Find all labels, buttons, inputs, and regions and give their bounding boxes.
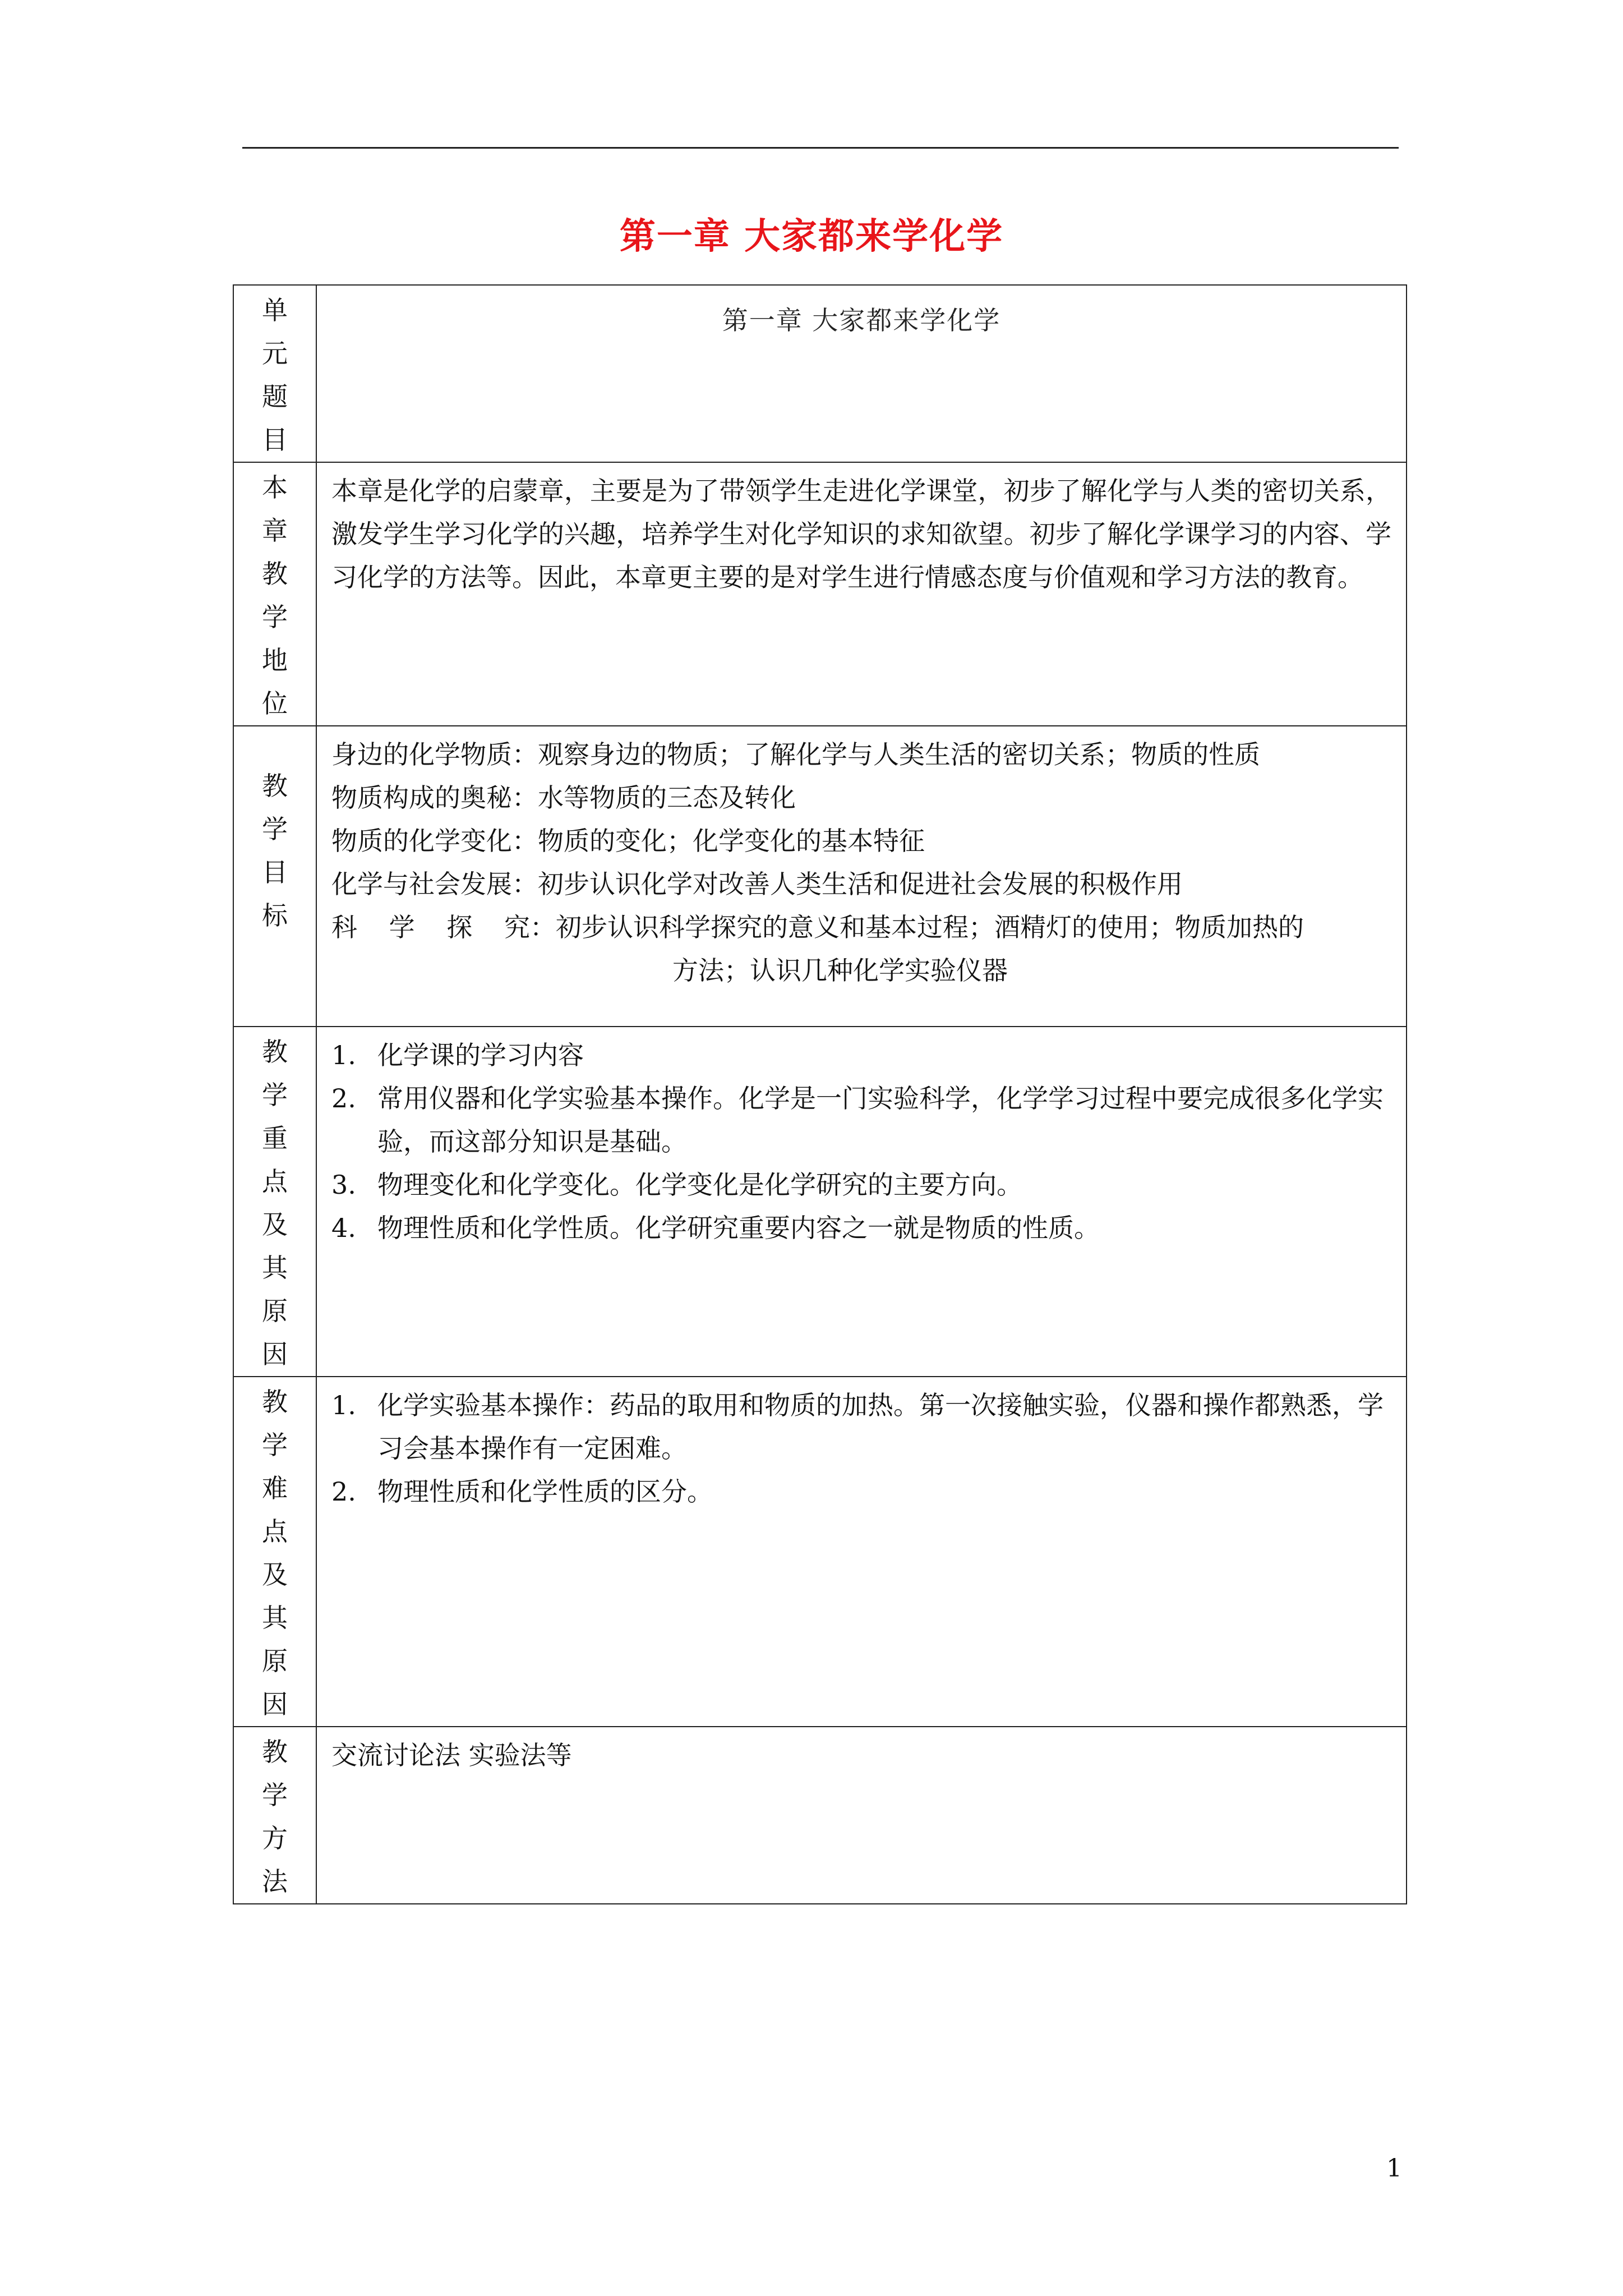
label-methods — [233, 1727, 316, 1904]
goal-name: 化学与社会发展： — [331, 869, 538, 899]
label-char: 地 — [262, 645, 288, 675]
goal-name-char: 科 — [331, 912, 357, 942]
document-title: 第一章 大家都来学化学 — [619, 215, 1004, 257]
label-char: 法 — [262, 1866, 288, 1897]
label-char: 重 — [262, 1123, 288, 1153]
label-char: 因 — [262, 1689, 288, 1719]
goal-name — [331, 906, 556, 949]
label-key-points — [233, 1027, 316, 1377]
label-char: 点 — [262, 1166, 288, 1197]
row-difficulties — [233, 1377, 1407, 1727]
item-number: 2. — [331, 1476, 356, 1507]
goal-item — [331, 776, 1391, 820]
goal-name-char: 探 — [446, 912, 473, 942]
label-char: 及 — [262, 1559, 288, 1590]
teaching-goals-cell — [316, 726, 1407, 1027]
goal-text: 初步认识科学探究的意义和基本过程；酒精灯的使用；物质加热的 — [556, 912, 1304, 942]
label-teaching-goals — [233, 726, 316, 1027]
header-rule — [242, 147, 1399, 149]
item-text: 化学实验基本操作：药品的取用和物质的加热。第一次接触实验，仪器和操作都熟悉，学习会基本操作有一定困难。 — [377, 1390, 1384, 1464]
goal-text-continuation: 方法；认识几种化学实验仪器 — [672, 955, 1008, 986]
list-item — [331, 1470, 1391, 1513]
methods-text: 交流讨论法 实验法等 — [331, 1740, 572, 1770]
unit-title-cell — [316, 285, 1407, 462]
label-char: 教 — [262, 1037, 288, 1067]
label-teaching-position — [233, 462, 316, 726]
goal-name: 物质构成的奥秘： — [331, 783, 538, 813]
row-teaching-goals — [233, 726, 1407, 1027]
row-key-points — [233, 1027, 1407, 1377]
list-item — [331, 1163, 1391, 1207]
label-char: 教 — [262, 1387, 288, 1417]
label-char: 目 — [262, 425, 288, 455]
item-text: 常用仪器和化学实验基本操作。化学是一门实验科学，化学学习过程中要完成很多化学实验，而这部分知识是基础。 — [377, 1083, 1384, 1157]
label-char: 题 — [262, 381, 288, 412]
label-char: 原 — [262, 1296, 288, 1326]
label-char: 教 — [262, 771, 288, 801]
item-text: 物理性质和化学性质。化学研究重要内容之一就是物质的性质。 — [377, 1213, 1100, 1243]
row-teaching-position — [233, 462, 1407, 726]
label-char: 元 — [262, 338, 288, 369]
goal-text: 水等物质的三态及转化 — [538, 783, 796, 813]
key-points-cell — [316, 1027, 1407, 1377]
label-char: 及 — [262, 1209, 288, 1240]
list-item — [331, 1077, 1391, 1163]
label-difficulties — [233, 1377, 316, 1727]
label-char: 难 — [262, 1473, 288, 1503]
difficulties-cell — [316, 1377, 1407, 1727]
item-text: 化学课的学习内容 — [377, 1040, 584, 1070]
teaching-position-cell — [316, 462, 1407, 726]
goal-text: 物质的变化；化学变化的基本特征 — [538, 826, 925, 856]
goal-name: 物质的化学变化： — [331, 826, 538, 856]
teaching-position-text: 本章是化学的启蒙章，主要是为了带领学生走进化学课堂，初步了解化学与人类的密切关系，激发学生学习化学的兴趣，培养学生对化学知识的求知欲望。初步了解化学课学习的内容、学习化学的方法等。因此，本章更主要的是对学生进行情感态度与价值观和学习方法的教育。 — [331, 476, 1391, 592]
goal-name-char: 学 — [389, 912, 415, 942]
goal-item — [331, 733, 1391, 776]
label-char: 因 — [262, 1339, 288, 1369]
key-points-list — [331, 1034, 1391, 1250]
list-item — [331, 1384, 1391, 1470]
label-char: 学 — [262, 1780, 288, 1810]
goal-name-char: 究： — [504, 912, 556, 942]
goal-item — [331, 820, 1391, 863]
page-number: 1 — [1386, 2154, 1402, 2183]
label-char: 学 — [262, 814, 288, 844]
label-char: 学 — [262, 602, 288, 632]
goal-text: 观察身边的物质；了解化学与人类生活的密切关系；物质的性质 — [538, 739, 1260, 770]
label-char: 其 — [262, 1603, 288, 1633]
item-text: 物理性质和化学性质的区分。 — [377, 1476, 713, 1507]
label-char: 目 — [262, 857, 288, 887]
list-item — [331, 1207, 1391, 1250]
label-char: 教 — [262, 1737, 288, 1767]
unit-title-text: 第一章 大家都来学化学 — [722, 305, 1001, 335]
item-number: 1. — [331, 1040, 356, 1070]
label-char: 标 — [262, 900, 288, 931]
goal-name: 身边的化学物质： — [331, 739, 538, 770]
goal-item — [331, 863, 1391, 906]
goal-text: 初步认识化学对改善人类生活和促进社会发展的积极作用 — [538, 869, 1183, 899]
label-char: 点 — [262, 1516, 288, 1547]
lesson-plan-table — [233, 284, 1407, 1904]
label-unit-title — [233, 285, 316, 462]
row-methods — [233, 1727, 1407, 1904]
label-char: 学 — [262, 1080, 288, 1110]
label-char: 方 — [262, 1823, 288, 1853]
methods-cell — [316, 1727, 1407, 1904]
label-char: 位 — [262, 688, 288, 719]
label-char: 单 — [262, 295, 288, 325]
difficulties-list — [331, 1384, 1391, 1513]
item-number: 1. — [331, 1390, 356, 1420]
item-number: 3. — [331, 1170, 356, 1200]
label-char: 教 — [262, 559, 288, 589]
label-char: 学 — [262, 1430, 288, 1460]
label-char: 其 — [262, 1253, 288, 1283]
row-unit-title — [233, 285, 1407, 462]
item-number: 4. — [331, 1213, 356, 1243]
list-item — [331, 1034, 1391, 1077]
goal-item — [331, 906, 1391, 949]
label-char: 章 — [262, 516, 288, 546]
label-char: 原 — [262, 1646, 288, 1676]
item-text: 物理变化和化学变化。化学变化是化学研究的主要方向。 — [377, 1170, 1022, 1200]
item-number: 2. — [331, 1083, 356, 1114]
label-char: 本 — [262, 472, 288, 503]
